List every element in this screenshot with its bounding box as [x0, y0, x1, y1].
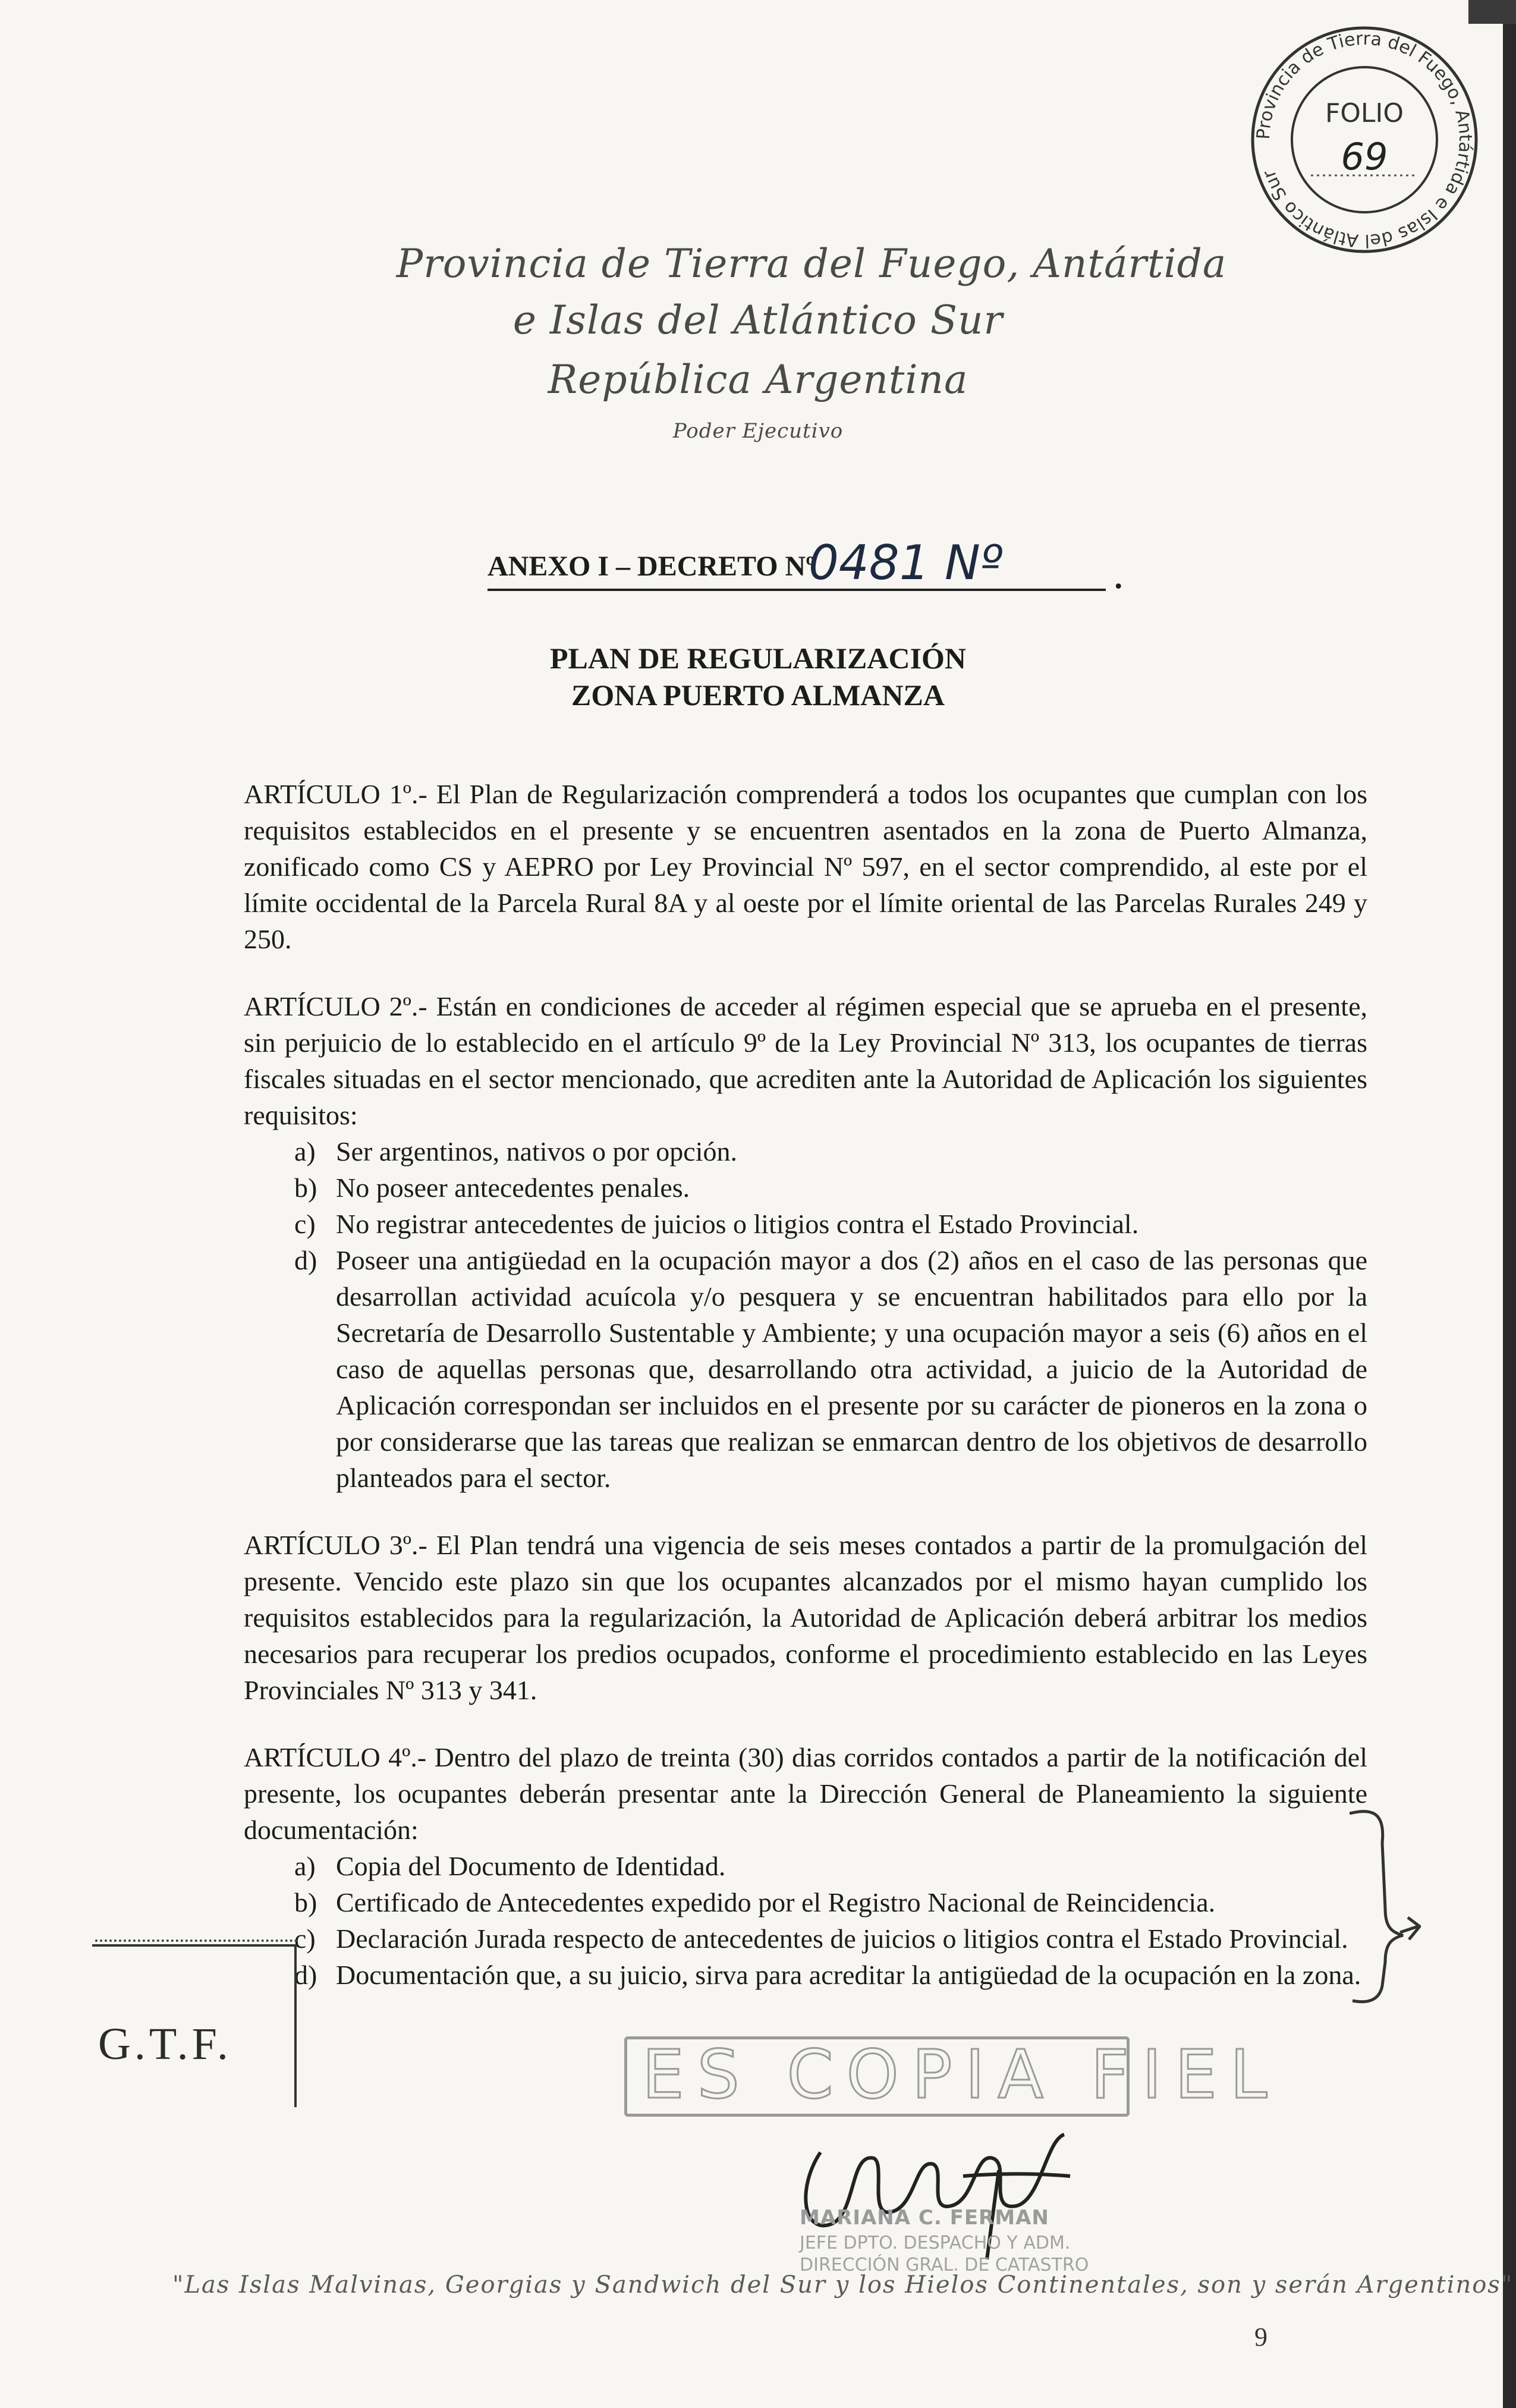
list-item-text: Declaración Jurada respecto de antecedentes de juicios o litigios contra el Estado Provincial. — [336, 1923, 1348, 1954]
stamp-province-text: Provincia de Tierra del Fuego, Antártida e Islas del Atlántico Sur — [1253, 28, 1476, 252]
gtf-stamp-text: G.T.F. — [98, 2019, 232, 2069]
plan-title: PLAN DE REGULARIZACIÓN — [549, 642, 967, 675]
anexo-end-dot: . — [1114, 559, 1122, 595]
article-4-intro: ARTÍCULO 4º.- Dentro del plazo de treinta (30) dias corridos contados a partir de la notificación del presente, los ocupantes deberán presentar ante la Dirección General de Planeamiento la siguiente documentación: — [244, 1742, 1367, 1845]
list-item-text: No registrar antecedentes de juicios o litigios contra el Estado Provincial. — [336, 1209, 1139, 1239]
list-item-text: Certificado de Antecedentes expedido por el Registro Nacional de Reincidencia. — [336, 1887, 1216, 1917]
list-item-text: No poseer antecedentes penales. — [336, 1172, 690, 1203]
copia-fiel-text: ES COPIA FIEL — [642, 2036, 1281, 2114]
anexo-label: ANEXO I – DECRETO Nº — [487, 551, 816, 582]
decree-number-handwritten: 0481 Nº — [809, 535, 1003, 590]
list-item-text: Ser argentinos, nativos o por opción. — [336, 1136, 737, 1167]
list-marker: a) — [294, 1851, 316, 1881]
page-number: 9 — [1254, 2322, 1267, 2352]
signer-role: JEFE DPTO. DESPACHO Y ADM. — [800, 2233, 1071, 2253]
letterhead-executive: Poder Ejecutivo — [672, 419, 844, 443]
list-item — [244, 1242, 1367, 1496]
letterhead-republic: República Argentina — [548, 357, 968, 403]
stamp-folio-label: FOLIO — [1325, 98, 1404, 128]
signer-department: DIRECCIÓN GRAL. DE CATASTRO — [800, 2255, 1089, 2275]
list-marker: a) — [294, 1136, 316, 1167]
list-marker: d) — [294, 1245, 317, 1275]
gtf-stamp-border — [95, 1939, 297, 1942]
folio-stamp — [1245, 21, 1483, 259]
list-marker: b) — [294, 1172, 317, 1203]
article-1: ARTÍCULO 1º.- El Plan de Regularización comprenderá a todos los ocupantes que cumplan con los requisitos establecidos en el presente y se encuentren asentados en la zona de Puerto Almanza, zonificado como CS y AEPRO por Ley Provincial Nº 597, en el sector comprendido, al este por el límite occidental de la Parcela Rural 8A y al oeste por el límite oriental de las Parcelas Rurales 249 y 250. — [244, 779, 1367, 954]
list-marker: c) — [294, 1209, 316, 1239]
article-2 — [244, 988, 1367, 1496]
signer-name: MARIANA C. FERMAN — [800, 2206, 1049, 2230]
article-2-requirements — [244, 1133, 1367, 1496]
article-3: ARTÍCULO 3º.- El Plan tendrá una vigencia de seis meses contados a partir de la promulgación del presente. Vencido este plazo sin que los ocupantes alcanzados por el mismo hayan cumplido los requisitos establecidos para la regularización, la Autoridad de Aplicación deberá arbitrar los medios necesarios para recuperar los predios ocupados, conforme el procedimiento establecido en las Leyes Provinciales Nº 313 y 341. — [244, 1530, 1367, 1705]
document-body — [244, 776, 1367, 2024]
handwritten-bracket — [1350, 1807, 1421, 2004]
list-item — [244, 1884, 1367, 1920]
list-item — [244, 1957, 1367, 1993]
footer-motto: "Las Islas Malvinas, Georgias y Sandwich del Sur y los Hielos Continentales, son y serán Argentinos" — [172, 2271, 1514, 2299]
list-marker: c) — [294, 1923, 316, 1954]
stamp-folio-number: 69 — [1341, 135, 1388, 178]
list-marker: b) — [294, 1887, 317, 1917]
list-item — [244, 1848, 1367, 1884]
anexo-heading — [487, 535, 1122, 595]
list-marker: d) — [294, 1960, 317, 1990]
plan-subtitle: ZONA PUERTO ALMANZA — [571, 678, 945, 712]
article-4-documents — [244, 1848, 1367, 1993]
letterhead-islands: e Islas del Atlántico Sur — [512, 297, 1004, 343]
list-item — [244, 1206, 1367, 1242]
list-item — [244, 1133, 1367, 1170]
list-item-text: Documentación que, a su juicio, sirva para acreditar la antigüedad de la ocupación en la zona. — [336, 1960, 1361, 1990]
list-item-text: Poseer una antigüedad en la ocupación mayor a dos (2) años en el caso de las personas que desarrollan actividad acuícola y/o pesquera y se encuentran habilitados para ello por la Secretaría de Desarrollo Sustentable y Ambiente; y una ocupación mayor a seis (6) años en el caso de aquellas personas que, desarrollando otra actividad, a juicio de la Autoridad de Aplicación correspondan ser incluidos en el presente por su carácter de pioneros en la zona o por considerarse que las tareas que realizan se enmarcan dentro de los objetivos de desarrollo planteados para el sector. — [336, 1245, 1367, 1493]
article-2-intro: ARTÍCULO 2º.- Están en condiciones de acceder al régimen especial que se aprueba en el presente, sin perjuicio de lo establecido en el artículo 9º de la Ley Provincial Nº 313, los ocupantes de tierras fiscales situadas en el sector mencionado, que acrediten ante la Autoridad de Aplicación los siguientes requisitos: — [244, 991, 1367, 1130]
list-item-text: Copia del Documento de Identidad. — [336, 1851, 726, 1881]
list-item — [244, 1920, 1367, 1957]
list-item — [244, 1170, 1367, 1206]
scan-edge-top — [1468, 0, 1516, 24]
article-4 — [244, 1739, 1367, 1993]
letterhead-province: Provincia de Tierra del Fuego, Antártida — [396, 241, 1227, 287]
